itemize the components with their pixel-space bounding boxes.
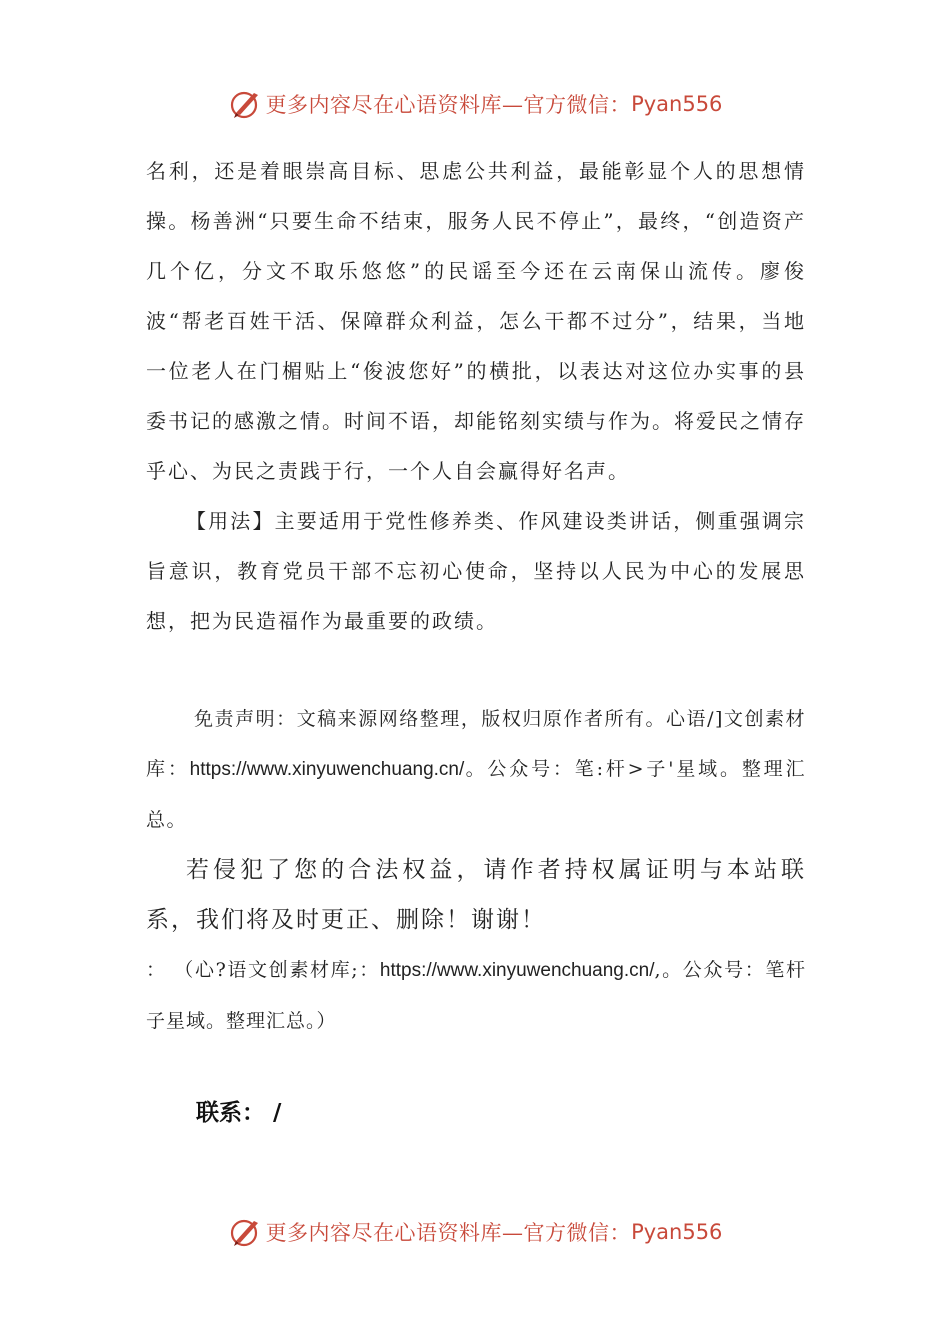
pen-logo-icon	[228, 1215, 262, 1249]
source-suffix: ,。公众号：笔杆子星域。整理汇总。）	[146, 959, 806, 1032]
infringement-notice: 若侵犯了您的合法权益，请作者持权属证明与本站联系，我们将及时更正、删除！谢谢！	[146, 857, 806, 933]
footer-banner	[0, 1212, 950, 1252]
banner-wechat-id: Pyan556	[631, 1220, 723, 1244]
paragraph-1: 名利，还是着眼崇高目标、思虑公共利益，最能彰显个人的思想情操。杨善洲“只要生命不结束，服务人民不停止”，最终，“创造资产几个亿，分文不取乐悠悠”的民谣至今还在云南保山流传。廖俊波“帮老百姓干活、保障群众利益，怎么干都不过分”，结果，当地一位老人在门楣贴上“俊波您好”的横批，以表达对这位办实事的县委书记的感激之情。时间不语，却能铭刻实绩与作为。将爱民之情存乎心、为民之责践于行，一个人自会赢得好名声。	[146, 159, 806, 483]
pen-logo-icon	[228, 87, 262, 121]
banner-wechat-id: Pyan556	[631, 92, 723, 116]
document-body	[146, 146, 806, 1046]
disclaimer-part1: 免责声明：文稿来源网络整理，版权归原作者所有。心语/]文创素材库：	[146, 708, 806, 780]
banner-text: 更多内容尽在心语资料库—官方微信：	[265, 93, 632, 117]
source-url[interactable]: https://www.xinyuwenchuang.cn/	[379, 960, 655, 981]
disclaimer-url[interactable]: https://www.xinyuwenchuang.cn/	[189, 759, 465, 780]
source-prefix: ： （心?语文创素材库;：	[146, 959, 380, 981]
contact-label: 联系： /	[196, 1100, 282, 1126]
banner-text: 更多内容尽在心语资料库—官方微信：	[265, 1221, 632, 1245]
header-banner	[0, 84, 950, 124]
paragraph-usage: 【用法】主要适用于党性修养类、作风建设类讲话，侧重强调宗旨意识，教育党员干部不忘初心使命，坚持以人民为中心的发展思想，把为民造福作为最重要的政绩。	[146, 509, 806, 633]
disclaimer-part2: 。公众号：笔:杆>子'星域。整理汇总。	[146, 758, 806, 831]
disclaimer-text	[146, 694, 806, 845]
source-note	[146, 945, 806, 1046]
